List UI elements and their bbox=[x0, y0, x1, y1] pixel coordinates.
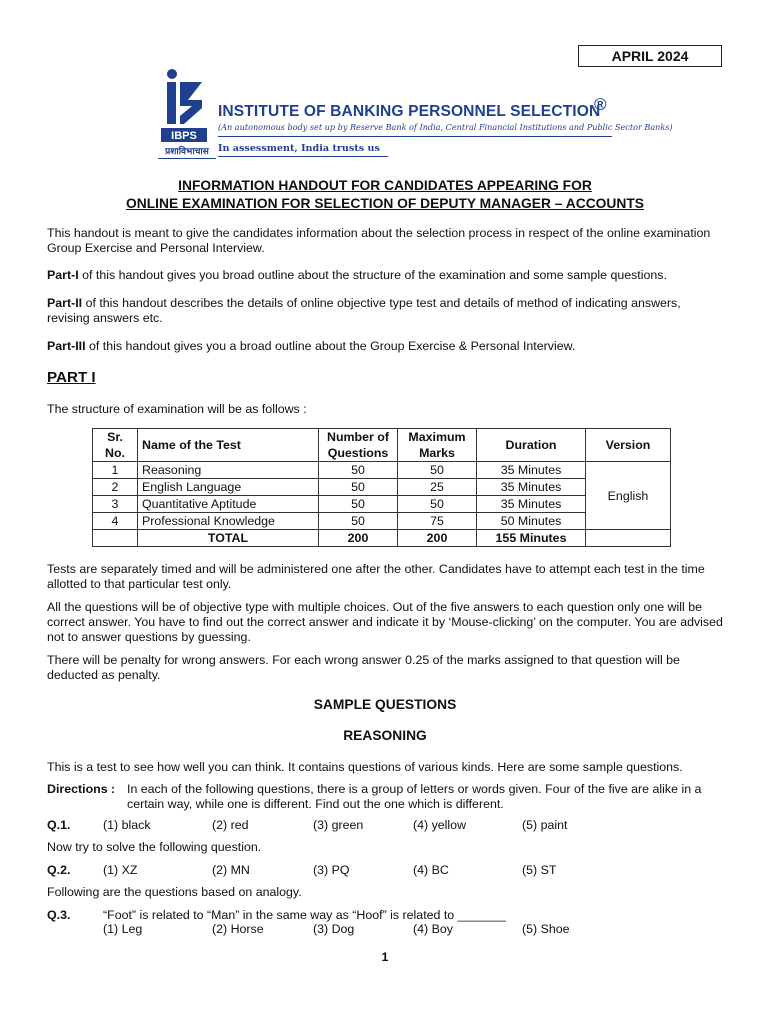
row-sr: 4 bbox=[93, 513, 138, 530]
row-questions: 50 bbox=[319, 496, 398, 513]
row-sr: 2 bbox=[93, 479, 138, 496]
row-duration: 35 Minutes bbox=[477, 462, 586, 479]
logo-text: IBPS bbox=[171, 130, 197, 142]
document-title-line2: ONLINE EXAMINATION FOR SELECTION OF DEPUTY MANAGER – ACCOUNTS bbox=[126, 196, 644, 211]
reasoning-intro: This is a test to see how well you can think. It contains questions of various kinds. Here are some sample questions. bbox=[47, 760, 683, 774]
row-sr: 3 bbox=[93, 496, 138, 513]
q3-option-3: (3) Dog bbox=[313, 922, 355, 936]
q3-option-2: (2) Horse bbox=[212, 922, 264, 936]
part1-paragraph bbox=[47, 268, 723, 283]
row-name: Reasoning bbox=[138, 462, 319, 479]
q2-option-3: (3) PQ bbox=[313, 863, 350, 877]
q1-option-4: (4) yellow bbox=[413, 818, 467, 832]
total-label: TOTAL bbox=[138, 530, 319, 547]
intro-paragraph: This handout is meant to give the candidates information about the selection process in respect of the online examination Group Exercise and Personal Interview. bbox=[47, 226, 711, 255]
header-name: Name of the Test bbox=[138, 429, 319, 462]
q1-option-5: (5) paint bbox=[522, 818, 568, 832]
row-marks: 50 bbox=[398, 496, 477, 513]
q1-option-1: (1) black bbox=[103, 818, 151, 832]
header-marks: Maximum Marks bbox=[398, 429, 477, 462]
org-tagline: In assessment, India trusts us bbox=[218, 143, 380, 154]
table-row bbox=[93, 496, 671, 513]
row-duration: 35 Minutes bbox=[477, 496, 586, 513]
row-version: English bbox=[586, 462, 671, 530]
objective-paragraph: All the questions will be of objective type with multiple choices. Out of the five answers to each question only one will be correct answer. You have to find out the correct answer and indicate it by ‘Mouse-clicking’ on the computer. You are advised not to answer questions by guessing. bbox=[47, 600, 723, 644]
part2-label: Part-II bbox=[47, 296, 83, 310]
timed-paragraph: Tests are separately timed and will be administered one after the other. Candidates have to attempt each test in the time allotted to that particular test only. bbox=[47, 562, 705, 591]
q2-option-5: (5) ST bbox=[522, 863, 557, 877]
row-marks: 75 bbox=[398, 513, 477, 530]
row-duration: 35 Minutes bbox=[477, 479, 586, 496]
row-name: Professional Knowledge bbox=[138, 513, 319, 530]
row-name: English Language bbox=[138, 479, 319, 496]
directions-text: In each of the following questions, there is a group of letters or words given. Four of the five are alike in a certain way, while one is different. Find out the one which is different. bbox=[127, 782, 702, 811]
analogy-intro: Following are the questions based on analogy. bbox=[47, 885, 302, 899]
q2-option-2: (2) MN bbox=[212, 863, 250, 877]
part1-text: of this handout gives you broad outline about the structure of the examination and some sample questions. bbox=[78, 268, 667, 282]
part2-paragraph bbox=[47, 296, 723, 326]
ibps-logo-icon bbox=[158, 66, 210, 144]
row-questions: 50 bbox=[319, 513, 398, 530]
total-version-empty bbox=[586, 530, 671, 547]
q1-option-3: (3) green bbox=[313, 818, 364, 832]
total-questions: 200 bbox=[319, 530, 398, 547]
exam-structure-table bbox=[92, 428, 671, 547]
table-row bbox=[93, 479, 671, 496]
directions-label: Directions : bbox=[47, 782, 116, 796]
header-sr: Sr. No. bbox=[93, 429, 138, 462]
logo-hindi-text: प्रशाविभाचास bbox=[158, 144, 216, 159]
q3-option-5: (5) Shoe bbox=[522, 922, 570, 936]
part3-paragraph bbox=[47, 339, 723, 354]
document-title-line1: INFORMATION HANDOUT FOR CANDIDATES APPEARING FOR bbox=[178, 178, 592, 193]
org-divider bbox=[218, 136, 612, 137]
q3-label: Q.3. bbox=[47, 908, 71, 922]
row-questions: 50 bbox=[319, 479, 398, 496]
q1-label: Q.1. bbox=[47, 818, 71, 832]
page-number: 1 bbox=[381, 950, 389, 964]
sample-questions-heading: SAMPLE QUESTIONS bbox=[313, 697, 457, 712]
row-sr: 1 bbox=[93, 462, 138, 479]
registered-mark: ® bbox=[594, 95, 607, 114]
total-marks: 200 bbox=[398, 530, 477, 547]
org-name: INSTITUTE OF BANKING PERSONNEL SELECTION bbox=[218, 103, 601, 120]
row-name: Quantitative Aptitude bbox=[138, 496, 319, 513]
q2-option-1: (1) XZ bbox=[103, 863, 138, 877]
reasoning-heading: REASONING bbox=[343, 728, 427, 743]
part2-text: of this handout describes the details of online objective type test and details of method of indicating answers, revising answers etc. bbox=[47, 296, 681, 325]
header-version: Version bbox=[586, 429, 671, 462]
q2-label: Q.2. bbox=[47, 863, 71, 877]
org-subtitle: (An autonomous body set up by Reserve Bank of India, Central Financial Institutions and Public Sector Banks) bbox=[218, 122, 673, 132]
header-duration: Duration bbox=[477, 429, 586, 462]
part3-text: of this handout gives you a broad outline about the Group Exercise & Personal Interview. bbox=[85, 339, 576, 353]
tagline-underline bbox=[218, 156, 388, 157]
date-label: APRIL 2024 bbox=[578, 45, 722, 67]
table-row bbox=[93, 513, 671, 530]
part-heading: PART I bbox=[47, 369, 96, 386]
q1-option-2: (2) red bbox=[212, 818, 249, 832]
q3-option-1: (1) Leg bbox=[103, 922, 143, 936]
total-empty bbox=[93, 530, 138, 547]
q3-stem: “Foot” is related to “Man” in the same way as “Hoof” is related to _______ bbox=[103, 908, 506, 922]
row-marks: 25 bbox=[398, 479, 477, 496]
part3-label: Part-III bbox=[47, 339, 86, 353]
total-duration: 155 Minutes bbox=[477, 530, 586, 547]
penalty-paragraph: There will be penalty for wrong answers. For each wrong answer 0.25 of the marks assigned to that question will be deducted as penalty. bbox=[47, 653, 680, 682]
table-row bbox=[93, 462, 671, 479]
table-header-row bbox=[93, 429, 671, 462]
part1-label: Part-I bbox=[47, 268, 79, 282]
row-duration: 50 Minutes bbox=[477, 513, 586, 530]
now-try-text: Now try to solve the following question. bbox=[47, 840, 262, 854]
q3-option-4: (4) Boy bbox=[413, 922, 453, 936]
row-questions: 50 bbox=[319, 462, 398, 479]
structure-intro: The structure of examination will be as follows : bbox=[47, 402, 307, 416]
q2-option-4: (4) BC bbox=[413, 863, 449, 877]
header-questions: Number of Questions bbox=[319, 429, 398, 462]
table-total-row bbox=[93, 530, 671, 547]
row-marks: 50 bbox=[398, 462, 477, 479]
